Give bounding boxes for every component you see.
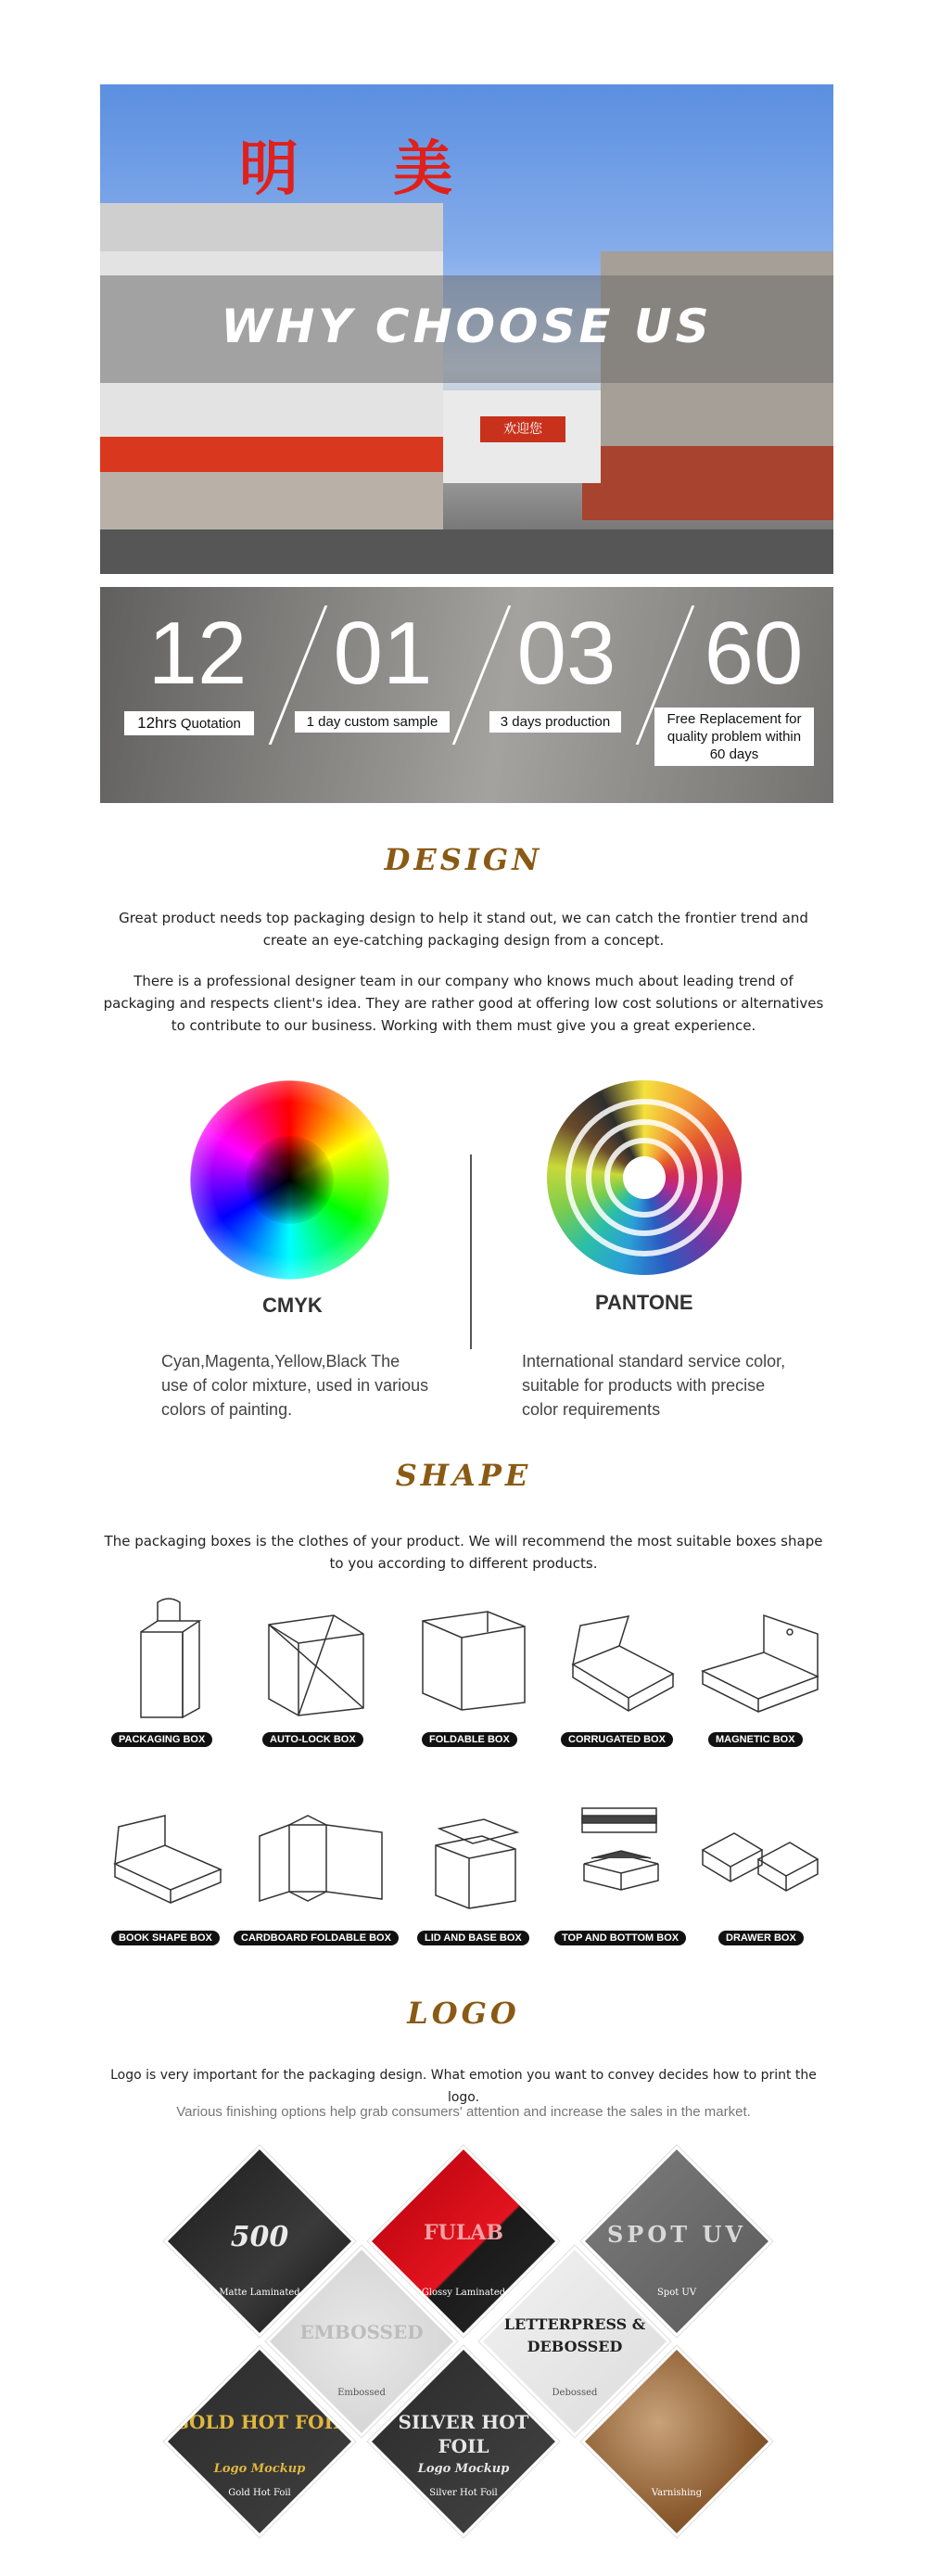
pantone-label: PANTONE xyxy=(595,1291,693,1314)
building-right-red xyxy=(582,446,833,520)
finish-caption: Matte Laminated xyxy=(219,2288,300,2298)
cardboard-foldable-box-icon xyxy=(252,1808,391,1910)
drawer-box-icon xyxy=(697,1813,822,1906)
building-red-band xyxy=(100,437,443,472)
ground xyxy=(100,529,833,574)
lid-and-base-box-icon xyxy=(426,1808,528,1910)
pantone-center xyxy=(623,1156,666,1199)
building-roof xyxy=(100,203,443,251)
finish-mockup-text: Logo Mockup xyxy=(213,2462,306,2476)
design-title: DESIGN xyxy=(384,842,543,877)
shape-label-auto-lock-box: AUTO-LOCK BOX xyxy=(262,1732,363,1747)
finish-word: FULAB xyxy=(424,2221,503,2245)
shape-label-drawer-box: DRAWER BOX xyxy=(718,1931,804,1945)
corrugated-box-icon xyxy=(564,1609,679,1715)
finish-caption: Glossy Laminated xyxy=(421,2288,506,2298)
finish-word: SILVER HOT FOIL xyxy=(398,2411,529,2457)
finish-mockup-text: Logo Mockup xyxy=(417,2462,510,2476)
logo-title: LOGO xyxy=(407,1996,520,2031)
stat-label-sample: 1 day custom sample xyxy=(295,711,450,733)
shape-title: SHAPE xyxy=(395,1458,532,1493)
finish-word: 500 xyxy=(230,2221,289,2253)
finish-word: EMBOSSED xyxy=(299,2321,424,2343)
design-paragraph-1: Great product needs top packaging design to help it stand out, we can catch the frontier trend and create an eye-catching packaging design from a concept. xyxy=(119,910,808,949)
color-divider xyxy=(470,1154,472,1349)
finish-caption: Embossed xyxy=(337,2388,386,2398)
stat-label-strong: 12hrs xyxy=(137,714,177,732)
stat-label-production: 3 days production xyxy=(489,711,621,733)
stat-number-production: 03 xyxy=(516,604,616,703)
shape-label-book-shape-box: BOOK SHAPE BOX xyxy=(111,1931,220,1945)
design-paragraph-2: There is a professional designer team in our company who knows much about leading trend of packaging and respects client's idea. They are rather good at offering low cost solutions or alternatives to contribute to our business. Working with them must give you a great experience. xyxy=(103,973,824,1034)
shape-label-top-and-bottom-box: TOP AND BOTTOM BOX xyxy=(554,1931,686,1945)
stat-number-quotation: 12 xyxy=(147,604,248,703)
hero-title: WHY CHOOSE US xyxy=(221,300,713,353)
shape-label-lid-and-base-box: LID AND BASE BOX xyxy=(417,1931,529,1945)
packaging-box-icon xyxy=(121,1595,213,1725)
auto-lock-box-icon xyxy=(260,1606,371,1717)
logo-paragraph-1: Logo is very important for the packaging design. What emotion you want to convey decides how to print the logo. xyxy=(110,2068,817,2105)
finish-caption: Gold Hot Foil xyxy=(228,2488,291,2498)
stats-banner xyxy=(100,587,833,803)
finish-caption: Silver Hot Foil xyxy=(429,2488,498,2498)
finish-word: LETTERPRESS & DEBOSSED xyxy=(503,2315,646,2355)
foldable-box-icon xyxy=(415,1604,531,1715)
shape-paragraph: The packaging boxes is the clothes of your product. We will recommend the most suitable boxes shape to you according to different products. xyxy=(104,1533,823,1572)
gate-sign: 欢迎您 xyxy=(480,416,565,442)
shape-label-cardboard-foldable-box: CARDBOARD FOLDABLE BOX xyxy=(234,1931,399,1945)
stat-number-replacement: 60 xyxy=(704,604,804,703)
shape-label-foldable-box: FOLDABLE BOX xyxy=(422,1732,517,1747)
logo-paragraph-2: Various finishing options help grab consumers' attention and increase the sales in the market. xyxy=(176,2104,751,2120)
finish-caption: Spot UV xyxy=(656,2288,697,2298)
book-shape-box-icon xyxy=(109,1808,225,1910)
cmyk-wheel-center xyxy=(246,1136,334,1224)
finish-caption: Varnishing xyxy=(651,2488,703,2498)
stat-number-sample: 01 xyxy=(333,604,433,703)
pantone-description: International standard service color, suitable for products with precise color requirements xyxy=(522,1352,786,1419)
stat-label-replacement: Free Replacement for quality problem within 60 days xyxy=(654,708,814,766)
rooftop-sign: 明 美 xyxy=(239,134,490,204)
finish-caption: Debossed xyxy=(552,2388,598,2398)
cmyk-description: Cyan,Magenta,Yellow,Black The use of color mixture, used in various colors of painting. xyxy=(161,1352,429,1419)
shape-label-corrugated-box: CORRUGATED BOX xyxy=(561,1732,673,1747)
shape-label-magnetic-box: MAGNETIC BOX xyxy=(708,1732,803,1747)
magnetic-box-icon xyxy=(697,1606,822,1717)
shape-label-packaging-box: PACKAGING BOX xyxy=(111,1732,212,1747)
cmyk-label: CMYK xyxy=(262,1294,323,1317)
hero-banner xyxy=(100,84,833,574)
stat-label-text: Quotation xyxy=(180,716,241,732)
finish-word: GOLD HOT FOIL xyxy=(172,2411,347,2433)
finish-word: SPOT UV xyxy=(606,2221,747,2248)
stat-label-quotation xyxy=(124,711,254,735)
top-and-bottom-box-icon xyxy=(573,1803,670,1914)
